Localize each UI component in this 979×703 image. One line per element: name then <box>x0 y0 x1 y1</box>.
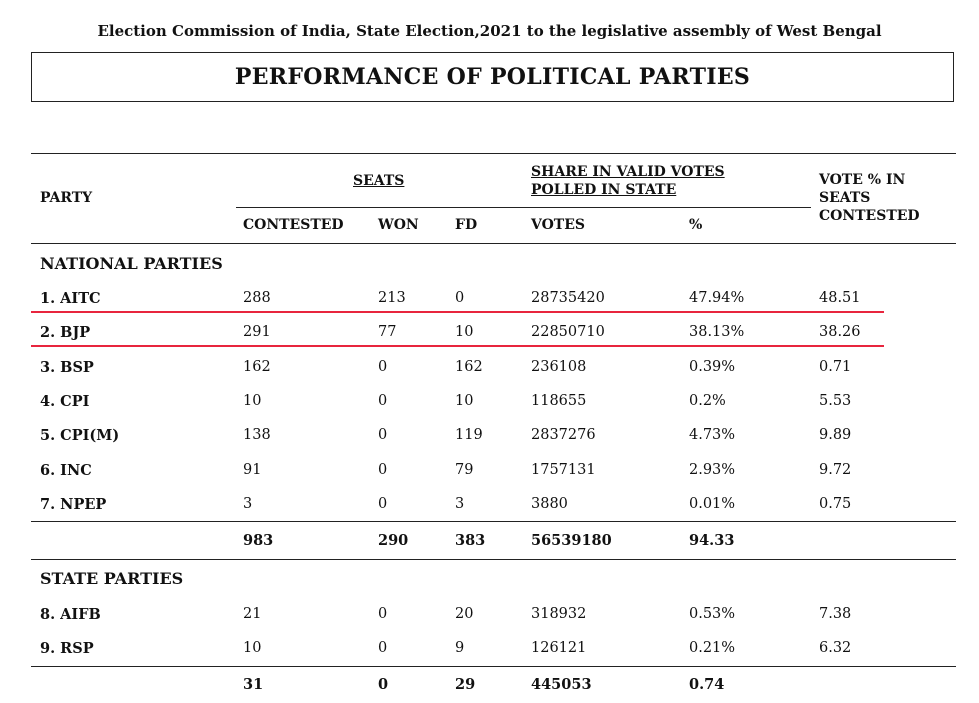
col-header-vote-pct-line3: CONTESTED <box>819 208 920 224</box>
vote-share-value: 0.2% <box>689 393 726 409</box>
won-value: 0 <box>378 359 388 375</box>
total-fd: 383 <box>455 532 486 549</box>
votes-value: 3880 <box>531 496 568 512</box>
votes-value: 28735420 <box>531 290 605 306</box>
party-name: 3. BSP <box>40 359 94 376</box>
vote-pct-contested-value: 7.38 <box>819 606 852 622</box>
party-name: 1. AITC <box>40 290 101 307</box>
col-group-share-line2: POLLED IN STATE <box>531 182 677 198</box>
vote-share-value: 0.53% <box>689 606 736 622</box>
votes-value: 126121 <box>531 640 587 656</box>
total-won: 0 <box>378 676 389 693</box>
vote-share-value: 0.21% <box>689 640 736 656</box>
vote-pct-contested-value: 9.72 <box>819 462 852 478</box>
won-value: 0 <box>378 427 388 443</box>
vote-pct-contested-value: 38.26 <box>819 324 861 340</box>
contested-value: 10 <box>243 640 262 656</box>
fd-value: 9 <box>455 640 465 656</box>
total-pct: 94.33 <box>689 532 735 549</box>
vote-share-value: 38.13% <box>689 324 745 340</box>
total-votes: 445053 <box>531 676 592 693</box>
vote-share-value: 2.93% <box>689 462 736 478</box>
won-value: 213 <box>378 290 406 306</box>
report-title <box>31 52 954 102</box>
fd-value: 10 <box>455 393 474 409</box>
section-national-parties: NATIONAL PARTIES <box>40 254 223 273</box>
contested-value: 138 <box>243 427 271 443</box>
fd-value: 10 <box>455 324 474 340</box>
won-value: 0 <box>378 462 388 478</box>
total-rule <box>31 666 956 667</box>
vote-share-value: 0.39% <box>689 359 736 375</box>
col-group-share-line1: SHARE IN VALID VOTES <box>531 164 725 180</box>
contested-value: 21 <box>243 606 262 622</box>
contested-value: 288 <box>243 290 271 306</box>
votes-value: 2837276 <box>531 427 596 443</box>
total-contested: 983 <box>243 532 274 549</box>
party-name: 2. BJP <box>40 324 91 341</box>
won-value: 77 <box>378 324 397 340</box>
party-name: 6. INC <box>40 462 92 479</box>
report-supertitle: Election Commission of India, State Election,2021 to the legislative assembly of West Bengal <box>97 22 882 40</box>
total-votes: 56539180 <box>531 532 612 549</box>
votes-value: 22850710 <box>531 324 605 340</box>
report-title-text: PERFORMANCE OF POLITICAL PARTIES <box>234 64 751 90</box>
votes-value: 318932 <box>531 606 587 622</box>
fd-value: 119 <box>455 427 483 443</box>
party-name: 7. NPEP <box>40 496 107 513</box>
vote-pct-contested-value: 9.89 <box>819 427 852 443</box>
col-header-fd: FD <box>455 217 478 233</box>
contested-value: 3 <box>243 496 253 512</box>
party-name: 9. RSP <box>40 640 94 657</box>
contested-value: 10 <box>243 393 262 409</box>
party-name: 5. CPI(M) <box>40 427 120 444</box>
section-state-parties: STATE PARTIES <box>40 569 184 588</box>
col-header-votes: VOTES <box>531 217 586 233</box>
table-top-rule <box>31 153 956 154</box>
col-header-contested: CONTESTED <box>243 217 344 233</box>
col-header-pct: % <box>689 217 703 233</box>
won-value: 0 <box>378 606 388 622</box>
vote-share-value: 4.73% <box>689 427 736 443</box>
vote-pct-contested-value: 5.53 <box>819 393 852 409</box>
highlight-line <box>31 345 884 347</box>
vote-pct-contested-value: 0.71 <box>819 359 852 375</box>
vote-share-value: 0.01% <box>689 496 736 512</box>
fd-value: 3 <box>455 496 465 512</box>
vote-pct-contested-value: 48.51 <box>819 290 861 306</box>
contested-value: 162 <box>243 359 271 375</box>
total-won: 290 <box>378 532 409 549</box>
total-fd: 29 <box>455 676 476 693</box>
vote-pct-contested-value: 6.32 <box>819 640 852 656</box>
won-value: 0 <box>378 496 388 512</box>
won-value: 0 <box>378 393 388 409</box>
votes-value: 118655 <box>531 393 587 409</box>
seats-group-rule <box>236 207 811 208</box>
col-group-seats: SEATS <box>353 173 405 189</box>
col-header-vote-pct-line2: SEATS <box>819 190 871 206</box>
vote-share-value: 47.94% <box>689 290 745 306</box>
header-bottom-rule <box>31 243 956 244</box>
party-name: 8. AIFB <box>40 606 101 623</box>
contested-value: 91 <box>243 462 262 478</box>
contested-value: 291 <box>243 324 271 340</box>
highlight-line <box>31 311 884 313</box>
won-value: 0 <box>378 640 388 656</box>
vote-pct-contested-value: 0.75 <box>819 496 852 512</box>
fd-value: 79 <box>455 462 474 478</box>
col-header-vote-pct-line1: VOTE % IN <box>819 172 906 188</box>
party-name: 4. CPI <box>40 393 90 410</box>
fd-value: 20 <box>455 606 474 622</box>
col-header-won: WON <box>378 217 419 233</box>
votes-value: 1757131 <box>531 462 596 478</box>
col-header-party: PARTY <box>40 190 93 206</box>
fd-value: 162 <box>455 359 483 375</box>
fd-value: 0 <box>455 290 465 306</box>
votes-value: 236108 <box>531 359 587 375</box>
total-rule <box>31 521 956 522</box>
total-pct: 0.74 <box>689 676 725 693</box>
total-rule <box>31 559 956 560</box>
total-contested: 31 <box>243 676 264 693</box>
